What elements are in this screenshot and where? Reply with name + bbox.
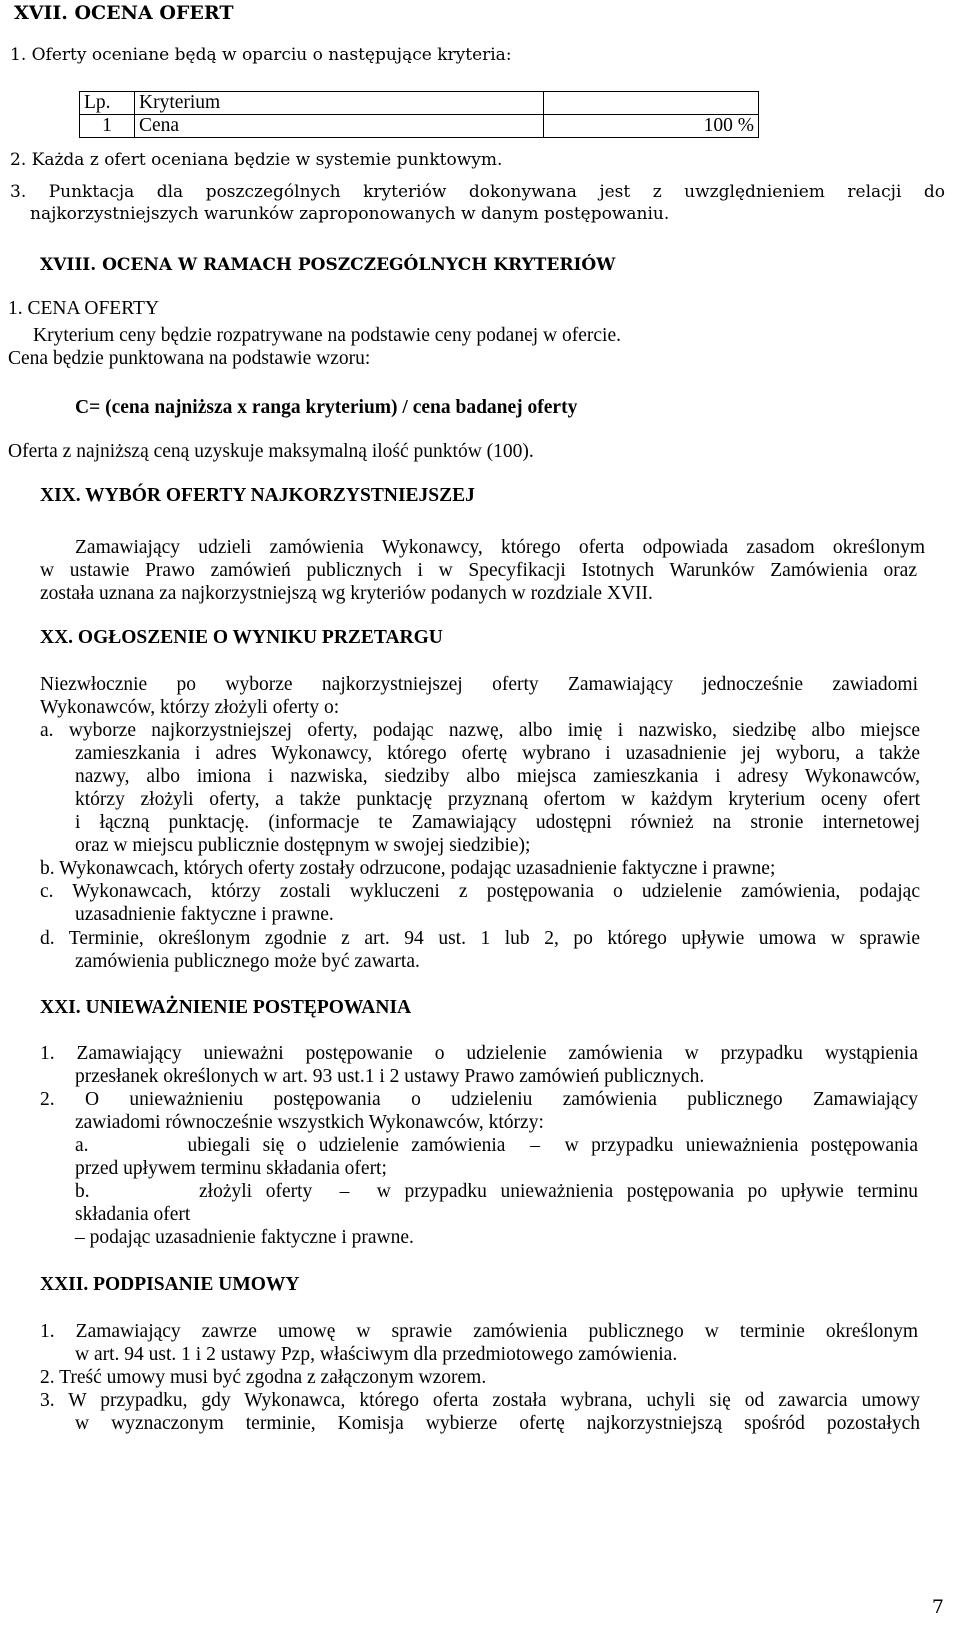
list-item-line: uzasadnienie faktyczne i prawne. xyxy=(75,904,334,925)
paragraph-line: Niezwłocznie po wyborze najkorzystniejszej oferty Zamawiający jednocześnie zawiadomi xyxy=(40,674,918,695)
section-heading-xviii: XVIII. OCENA W RAMACH POSZCZEGÓLNYCH KRYTERIÓW xyxy=(40,255,616,275)
list-item-line: i łączną punktację. (informacje te Zamawiający udostępni również na stronie internetowej xyxy=(75,812,920,833)
paragraph-line: Wykonawców, którzy złożyli oferty o: xyxy=(40,697,340,718)
list-item-line: nazwy, albo imiona i nazwiska, siedziby albo miejsca zamieszkania i adresy Wykonawców, xyxy=(75,766,920,787)
table-header-cell xyxy=(544,92,759,115)
list-item-line: b. Wykonawcach, których oferty zostały odrzucone, podając uzasadnienie faktyczne i prawne; xyxy=(40,858,776,879)
list-item-line: zawiadomi równocześnie wszystkich Wykonawców, którzy: xyxy=(75,1112,544,1133)
list-item-line: przed upływem terminu składania ofert; xyxy=(75,1158,387,1179)
paragraph-line: najkorzystniejszych warunków zaproponowanych w danym postępowaniu. xyxy=(30,204,670,224)
list-item-line: 2. O unieważnieniu postępowania o udzieleniu zamówienia publicznego Zamawiający xyxy=(40,1089,918,1110)
section-heading-xxi: XXI. UNIEWAŻNIENIE POSTĘPOWANIA xyxy=(40,997,412,1018)
list-item-line: c. Wykonawcach, którzy zostali wykluczeni z postępowania o udzielenie zamówienia, podając xyxy=(40,881,920,902)
list-item-line: zamieszkania i adres Wykonawcy, którego ofertę wybrano i uzasadnienie jej wyboru, a także xyxy=(75,743,920,764)
list-item-line: b. złożyli oferty – w przypadku unieważnienia postępowania po upływie terminu xyxy=(75,1181,918,1202)
paragraph-line: Oferta z najniższą ceną uzyskuje maksymalną ilość punktów (100). xyxy=(8,441,534,462)
list-item-line: 3. W przypadku, gdy Wykonawca, którego oferta została wybrana, uchyli się od zawarcia umowy xyxy=(40,1390,920,1411)
paragraph-line: Kryterium ceny będzie rozpatrywane na podstawie ceny podanej w ofercie. xyxy=(33,325,621,346)
table-header-cell: Kryterium xyxy=(135,92,544,115)
list-item-line: oraz w miejscu publicznie dostępnym w swojej siedzibie); xyxy=(75,835,531,856)
list-item-line: – podając uzasadnienie faktyczne i prawne. xyxy=(75,1227,414,1248)
paragraph-line: została uznana za najkorzystniejszą wg kryteriów podanych w rozdziale XVII. xyxy=(40,583,653,604)
table-header-row xyxy=(80,92,759,115)
list-item-line: którzy złożyli oferty, a także punktację przyznaną ofertom w każdym kryterium oceny ofert xyxy=(75,789,920,810)
list-item-line: a. ubiegali się o udzielenie zamówienia – w przypadku unieważnienia postępowania xyxy=(75,1135,918,1156)
section-heading-xxii: XXII. PODPISANIE UMOWY xyxy=(40,1274,300,1295)
section-heading-xx: XX. OGŁOSZENIE O WYNIKU PRZETARGU xyxy=(40,627,443,648)
section-heading-xix: XIX. WYBÓR OFERTY NAJKORZYSTNIEJSZEJ xyxy=(40,485,475,506)
list-item-line: d. Terminie, określonym zgodnie z art. 94 ust. 1 lub 2, po którego upływie umowa w sprawie xyxy=(40,928,920,949)
table-row xyxy=(80,115,759,138)
subheading: 1. CENA OFERTY xyxy=(8,298,160,319)
list-item-line: w wyznaczonym terminie, Komisja wybierze ofertę najkorzystniejszą spośród pozostałych xyxy=(75,1413,920,1434)
table-header-cell: Lp. xyxy=(80,92,135,115)
criteria-table xyxy=(79,91,759,138)
table-cell: 1 xyxy=(80,115,135,138)
list-item-line: 2. Treść umowy musi być zgodna z załączonym wzorem. xyxy=(40,1367,487,1388)
list-item-line: w art. 94 ust. 1 i 2 ustawy Pzp, właściwym dla przedmiotowego zamówienia. xyxy=(75,1344,678,1365)
paragraph: 2. Każda z ofert oceniana będzie w systemie punktowym. xyxy=(10,150,503,170)
paragraph-line: 3. Punktacja dla poszczególnych kryteriów dokonywana jest z uwzględnieniem relacji do xyxy=(10,182,945,202)
paragraph-line: Cena będzie punktowana na podstawie wzoru: xyxy=(8,348,371,369)
formula: C= (cena najniższa x ranga kryterium) / cena badanej oferty xyxy=(75,397,578,418)
paragraph-line: Zamawiający udzieli zamówienia Wykonawcy, którego oferta odpowiada zasadom określonym xyxy=(75,537,925,558)
list-item-line: 1. Zamawiający zawrze umowę w sprawie zamówienia publicznego w terminie określonym xyxy=(40,1321,918,1342)
list-item-line: 1. Zamawiający unieważni postępowanie o udzielenie zamówienia w przypadku wystąpienia xyxy=(40,1043,918,1064)
table-cell: Cena xyxy=(135,115,544,138)
section-heading-xvii: XVII. OCENA OFERT xyxy=(14,2,234,24)
list-item-line: składania ofert xyxy=(75,1204,191,1225)
paragraph-line: w ustawie Prawo zamówień publicznych i w Specyfikacji Istotnych Warunków Zamówienia oraz xyxy=(40,560,917,581)
list-item-line: a. wyborze najkorzystniejszej oferty, podając nazwę, albo imię i nazwisko, siedzibę albo miejsce xyxy=(40,720,920,741)
list-item-line: zamówienia publicznego może być zawarta. xyxy=(75,951,420,972)
table-cell: 100 % xyxy=(544,115,759,138)
page-number: 7 xyxy=(931,1596,944,1618)
list-item-line: przesłanek określonych w art. 93 ust.1 i 2 ustawy Prawo zamówień publicznych. xyxy=(75,1066,705,1087)
paragraph: 1. Oferty oceniane będą w oparciu o następujące kryteria: xyxy=(10,45,512,65)
